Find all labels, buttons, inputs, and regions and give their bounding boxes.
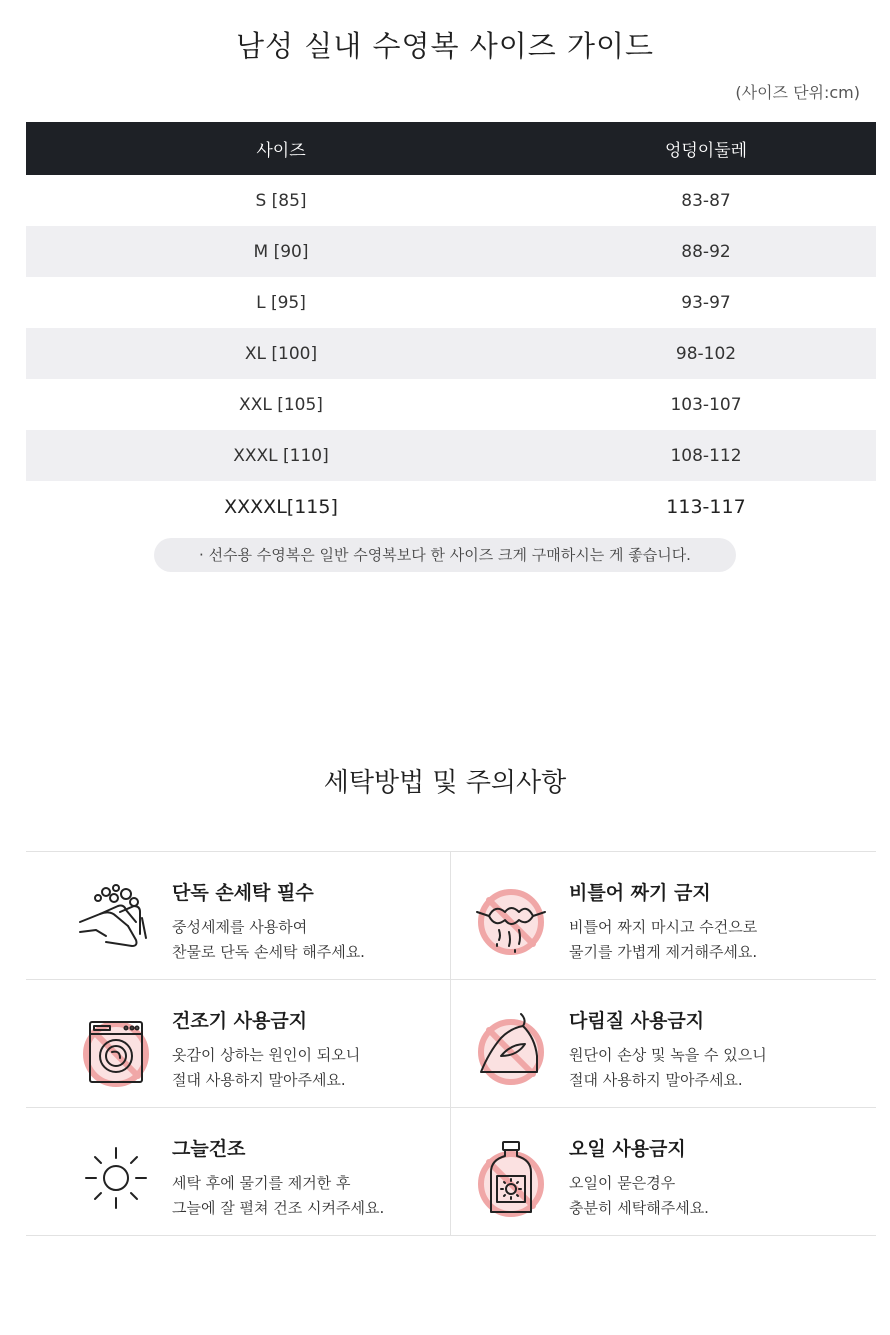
care-head: 그늘건조 [172, 1138, 246, 1160]
care-item-shade-dry [26, 1108, 451, 1235]
care-item-no-dryer [26, 980, 451, 1107]
care-desc-line2: 물기를 가볍게 제거해주세요. [569, 943, 758, 961]
care-desc-line1: 세탁 후에 물기를 제거한 후 [172, 1174, 351, 1192]
care-desc-line2: 충분히 세탁해주세요. [569, 1199, 709, 1217]
hip-cell: 113-117 [666, 495, 746, 518]
table-row [26, 277, 876, 328]
table-row [26, 481, 876, 532]
hip-cell: 98-102 [675, 343, 737, 364]
size-table [26, 122, 876, 532]
care-desc-line1: 비틀어 짜지 마시고 수건으로 [569, 918, 758, 936]
hip-cell: 108-112 [670, 445, 742, 466]
care-desc-line1: 원단이 손상 및 녹을 수 있으니 [569, 1046, 767, 1064]
size-table-header [26, 122, 876, 175]
care-item-no-wring [451, 852, 876, 979]
table-row [26, 226, 876, 277]
header-size: 사이즈 [256, 141, 306, 161]
size-cell: XXL [105] [239, 394, 323, 415]
hip-cell: 103-107 [670, 394, 742, 415]
sun-icon [76, 1138, 156, 1218]
care-head: 비틀어 짜기 금지 [569, 882, 711, 904]
hip-cell: 93-97 [681, 292, 731, 313]
care-desc-line2: 절대 사용하지 말아주세요. [172, 1071, 346, 1089]
care-desc-line1: 옷감이 상하는 원인이 되오니 [172, 1046, 361, 1064]
size-cell: XL [100] [244, 343, 318, 364]
care-desc-line2: 찬물로 단독 손세탁 해주세요. [172, 943, 365, 961]
no-iron-icon [471, 1010, 551, 1090]
table-row [26, 379, 876, 430]
care-desc-line1: 중성세제를 사용하여 [172, 918, 308, 936]
care-head: 건조기 사용금지 [172, 1010, 308, 1032]
size-unit-label: (사이즈 단위:cm) [735, 83, 860, 102]
size-cell: L [95] [256, 292, 306, 313]
care-head: 다림질 사용금지 [569, 1010, 705, 1032]
size-cell: XXXXL[115] [224, 495, 338, 518]
hand-wash-icon [76, 882, 156, 962]
table-row [26, 430, 876, 481]
care-head: 오일 사용금지 [569, 1138, 686, 1160]
care-desc-line2: 그늘에 잘 펼쳐 건조 시켜주세요. [172, 1199, 385, 1217]
header-hip: 엉덩이둘레 [664, 141, 748, 161]
table-row [26, 328, 876, 379]
size-note: · 선수용 수영복은 일반 수영복보다 한 사이즈 크게 구매하시는 게 좋습니다. [154, 538, 736, 572]
page-title: 남성 실내 수영복 사이즈 가이드 [235, 29, 655, 63]
no-oil-icon [471, 1138, 551, 1218]
care-item-hand-wash [26, 852, 451, 979]
care-section-title: 세탁방법 및 주의사항 [323, 768, 567, 798]
care-item-no-iron [451, 980, 876, 1107]
hip-cell: 83-87 [681, 190, 731, 211]
table-row [26, 175, 876, 226]
hip-cell: 88-92 [681, 241, 731, 262]
care-desc-line1: 오일이 묻은경우 [569, 1174, 676, 1192]
care-item-no-oil [451, 1108, 876, 1235]
no-dryer-icon [76, 1010, 156, 1090]
care-grid [26, 851, 876, 1236]
size-cell: M [90] [253, 241, 309, 262]
no-wring-icon [471, 882, 551, 962]
care-desc-line2: 절대 사용하지 말아주세요. [569, 1071, 743, 1089]
size-cell: S [85] [255, 190, 307, 211]
size-cell: XXXL [110] [233, 445, 329, 466]
care-head: 단독 손세탁 필수 [172, 882, 314, 904]
